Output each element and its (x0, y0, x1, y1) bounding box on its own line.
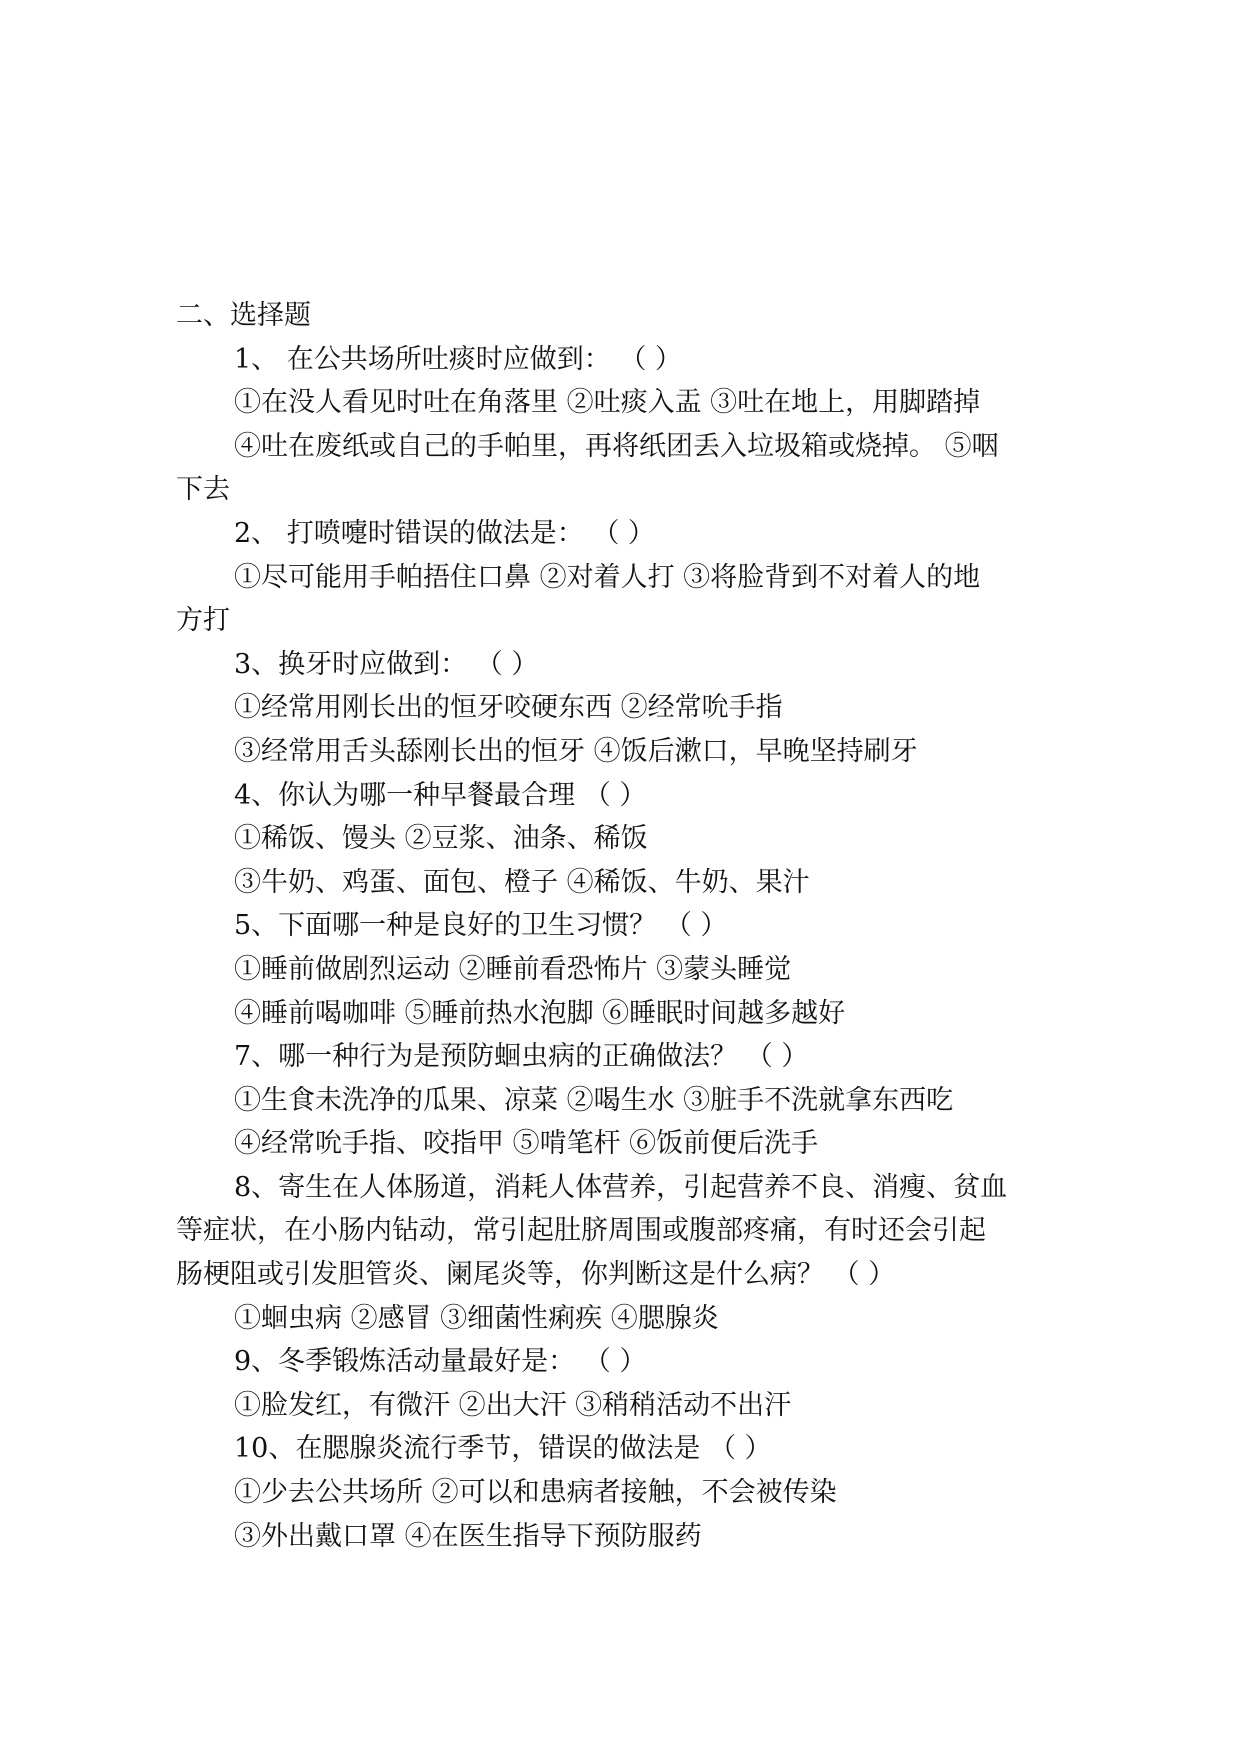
text-line: ①稀饭、馒头 ②豆浆、油条、稀饭 (234, 823, 648, 855)
text-line: ①经常用刚长出的恒牙咬硬东西 ②经常吮手指 (234, 692, 783, 724)
question-section (176, 294, 1066, 1558)
text-line: 1、 在公共场所吐痰时应做到： （ ） (234, 343, 682, 375)
text-line: ①睡前做剧烈运动 ②睡前看恐怖片 ③蒙头睡觉 (234, 953, 792, 985)
text-line: ①蛔虫病 ②感冒 ③细菌性痢疾 ④腮腺炎 (234, 1302, 719, 1334)
text-line: ③牛奶、鸡蛋、面包、橙子 ④稀饭、牛奶、果汁 (234, 866, 810, 898)
question-lines (176, 338, 1066, 1559)
text-line: ①在没人看见时吐在角落里 ②吐痰入盂 ③吐在地上，用脚踏掉 (234, 387, 981, 419)
section-title: 二、选择题 (176, 300, 311, 331)
text-line: ①尽可能用手帕捂住口鼻 ②对着人打 ③将脸背到不对着人的地 (234, 561, 981, 593)
text-line: 7、哪一种行为是预防蛔虫病的正确做法？ （ ） (234, 1041, 809, 1073)
text-line: ①生食未洗净的瓜果、凉菜 ②喝生水 ③脏手不洗就拿东西吃 (234, 1084, 954, 1116)
text-line: 2、 打喷嚏时错误的做法是： （ ） (234, 517, 655, 549)
text-line: ③经常用舌头舔刚长出的恒牙 ④饭后漱口，早晚坚持刷牙 (234, 735, 918, 767)
text-line: 下去 (176, 474, 230, 506)
text-line: ③外出戴口罩 ④在医生指导下预防服药 (234, 1520, 702, 1552)
text-line: 方打 (176, 605, 230, 637)
text-line: 5、下面哪一种是良好的卫生习惯？ （ ） (234, 910, 728, 942)
text-line: 肠梗阻或引发胆管炎、阑尾炎等，你判断这是什么病？ （ ） (176, 1259, 896, 1291)
text-line: 8、寄生在人体肠道，消耗人体营养，引起营养不良、消瘦、贫血 (234, 1171, 1008, 1203)
text-line: 9、冬季锻炼活动量最好是： （ ） (234, 1346, 647, 1378)
text-line: 3、换牙时应做到： （ ） (234, 648, 539, 680)
text-line: 等症状，在小肠内钻动，常引起肚脐周围或腹部疼痛，有时还会引起 (176, 1215, 986, 1247)
text-line: ①少去公共场所 ②可以和患病者接触，不会被传染 (234, 1477, 837, 1509)
text-line: 4、你认为哪一种早餐最合理 （ ） (234, 779, 647, 811)
text-line: ④睡前喝咖啡 ⑤睡前热水泡脚 ⑥睡眠时间越多越好 (234, 997, 846, 1029)
text-line: ④吐在废纸或自己的手帕里，再将纸团丢入垃圾箱或烧掉。 ⑤咽 (234, 430, 999, 462)
text-line: ④经常吮手指、咬指甲 ⑤啃笔杆 ⑥饭前便后洗手 (234, 1128, 819, 1160)
text-line: 10、在腮腺炎流行季节，错误的做法是 （ ） (234, 1433, 772, 1465)
text-line: ①脸发红，有微汗 ②出大汗 ③稍稍活动不出汗 (234, 1389, 792, 1421)
